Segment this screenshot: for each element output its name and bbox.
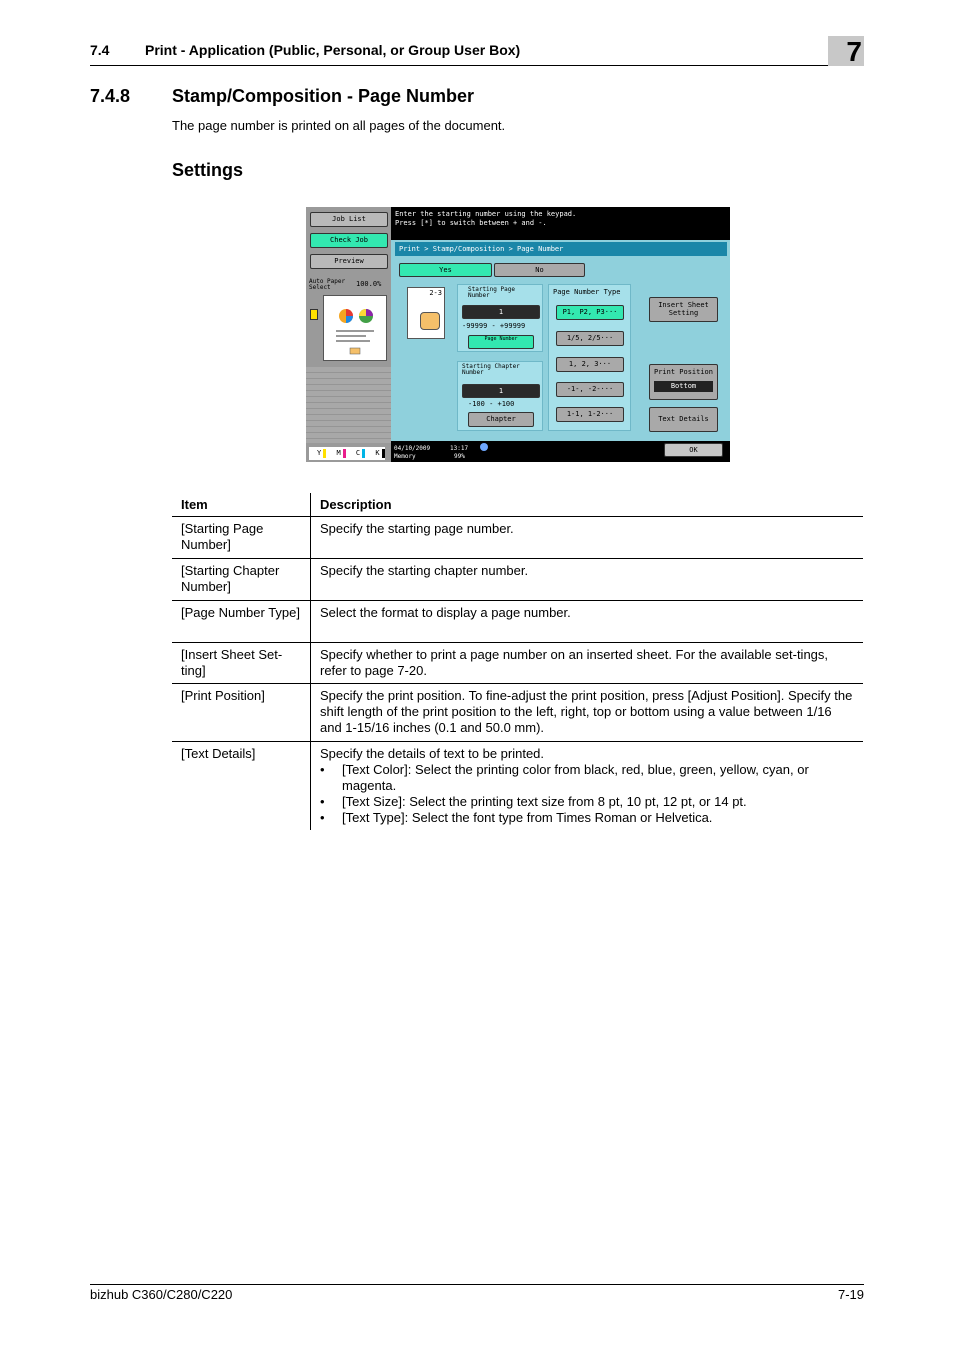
status-memory-label: Memory bbox=[394, 453, 416, 460]
toner-indicator bbox=[309, 447, 385, 460]
column-header-item: Item bbox=[172, 493, 311, 517]
settings-table bbox=[172, 493, 863, 830]
toner-m: M bbox=[336, 449, 341, 457]
list-item: • [Text Color]: Select the printing color from black, red, blue, green, yellow, cyan, or magenta. bbox=[342, 762, 854, 794]
list-item: • [Text Type]: Select the font type from Times Roman or Helvetica. bbox=[342, 810, 854, 826]
job-list-button[interactable]: Job List bbox=[310, 212, 388, 227]
type-option-3[interactable]: 1, 2, 3··· bbox=[556, 357, 624, 372]
item-cell: [Starting Chapter Number] bbox=[172, 559, 311, 601]
footer-page-number: 7-19 bbox=[837, 1287, 864, 1302]
type-option-2[interactable]: 1/5, 2/5··· bbox=[556, 331, 624, 346]
page-sample-label: 2-3 bbox=[429, 289, 442, 297]
print-position-button[interactable] bbox=[649, 364, 718, 400]
starting-page-panel bbox=[457, 284, 543, 352]
table-row bbox=[172, 643, 863, 684]
description-cell: Specify whether to print a page number on an inserted sheet. For the available set-tings, refer to page 7-20. bbox=[311, 643, 864, 684]
no-button[interactable]: No bbox=[494, 263, 585, 277]
list-item: • [Text Size]: Select the printing text size from 8 pt, 10 pt, 12 pt, or 14 pt. bbox=[342, 794, 854, 810]
header-section-number: 7.4 bbox=[90, 42, 110, 58]
description-cell: Select the format to display a page number. bbox=[311, 601, 864, 643]
message-line-1: Enter the starting number using the keypad. bbox=[395, 210, 577, 218]
toner-y: Y bbox=[317, 449, 322, 457]
network-icon bbox=[480, 443, 488, 451]
description-cell bbox=[311, 742, 864, 831]
starting-chapter-input[interactable]: 1 bbox=[462, 384, 540, 398]
breadcrumb: Print > Stamp/Composition > Page Number bbox=[395, 242, 727, 256]
status-memory-percent: 99% bbox=[454, 453, 465, 460]
yes-button[interactable]: Yes bbox=[399, 263, 492, 277]
preview-button[interactable]: Preview bbox=[310, 254, 388, 269]
toner-k: K bbox=[375, 449, 380, 457]
header-title: Print - Application (Public, Personal, or Group User Box) bbox=[145, 42, 521, 58]
print-position-value: Bottom bbox=[654, 381, 713, 392]
text-details-button[interactable]: Text Details bbox=[649, 407, 718, 432]
ok-button[interactable]: OK bbox=[664, 443, 723, 457]
type-option-1[interactable]: P1, P2, P3··· bbox=[556, 305, 624, 320]
message-area bbox=[391, 207, 730, 240]
starting-page-label: Starting Page Number bbox=[468, 286, 515, 299]
left-sidebar bbox=[306, 207, 391, 462]
page-preview-thumbnail bbox=[323, 295, 387, 361]
table-row bbox=[172, 742, 863, 831]
message-line-2: Press [*] to switch between + and -. bbox=[395, 219, 547, 227]
chapter-button[interactable]: Chapter bbox=[468, 412, 534, 427]
table-row bbox=[172, 684, 863, 742]
table-row bbox=[172, 559, 863, 601]
sidebar-list-area bbox=[306, 367, 391, 443]
toner-c: C bbox=[355, 449, 361, 457]
control-panel-screenshot bbox=[306, 207, 730, 462]
section-number: 7.4.8 bbox=[90, 86, 131, 106]
tray-icon bbox=[310, 309, 318, 320]
description-cell: Specify the print position. To fine-adjust the print position, press [Adjust Position]. Specify the shift length of the print position to the left, right, top or bottom using a value between 1/16 and 1-15/16 inches (0.1 and 50.0 mm). bbox=[311, 684, 864, 742]
description-cell: Specify the starting chapter number. bbox=[311, 559, 864, 601]
item-cell: [Insert Sheet Set-ting] bbox=[172, 643, 311, 684]
column-header-description: Description bbox=[311, 493, 864, 517]
page-number-type-panel bbox=[548, 284, 631, 431]
description-text: Specify the details of text to be printed. bbox=[320, 746, 545, 761]
chapter-range: -100 - +100 bbox=[468, 400, 515, 408]
page-range: -99999 - +99999 bbox=[462, 322, 526, 330]
footer-rule bbox=[90, 1284, 864, 1285]
document-preview-icon bbox=[324, 296, 386, 360]
description-cell: Specify the starting page number. bbox=[311, 517, 864, 559]
item-cell: [Page Number Type] bbox=[172, 601, 311, 643]
settings-heading: Settings bbox=[172, 160, 244, 180]
chapter-badge: 7 bbox=[828, 36, 864, 66]
starting-chapter-label: Starting Chapter Number bbox=[462, 363, 520, 376]
table-row bbox=[172, 517, 863, 559]
print-position-label: Print Position bbox=[653, 368, 713, 376]
intro-text: The page number is printed on all pages of the document. bbox=[172, 118, 506, 133]
type-option-4[interactable]: -1-, -2-··· bbox=[556, 382, 624, 397]
type-option-5[interactable]: 1-1, 1-2··· bbox=[556, 407, 624, 422]
page-number-type-label: Page Number Type bbox=[553, 288, 621, 296]
table-row bbox=[172, 601, 863, 643]
page-number-button[interactable]: Page Number bbox=[468, 335, 534, 349]
status-bar bbox=[391, 441, 730, 462]
section-title: Stamp/Composition - Page Number bbox=[172, 86, 475, 106]
status-time: 13:17 bbox=[450, 445, 469, 452]
footer-model: bizhub C360/C280/C220 bbox=[90, 1287, 233, 1302]
starting-page-input[interactable]: 1 bbox=[462, 305, 540, 319]
auto-paper-label: Auto Paper Select bbox=[309, 278, 346, 291]
status-date: 04/10/2009 bbox=[394, 445, 431, 452]
zoom-percent: 100.0% bbox=[356, 280, 382, 288]
item-cell: [Text Details] bbox=[172, 742, 311, 831]
item-cell: [Starting Page Number] bbox=[172, 517, 311, 559]
insert-sheet-setting-button[interactable]: Insert Sheet Setting bbox=[649, 297, 718, 322]
item-cell: [Print Position] bbox=[172, 684, 311, 742]
hand-icon bbox=[420, 312, 440, 330]
page-number-sample bbox=[407, 287, 445, 339]
header-rule bbox=[90, 65, 864, 66]
starting-chapter-panel bbox=[457, 361, 543, 431]
check-job-button[interactable]: Check Job bbox=[310, 233, 388, 248]
text-details-list bbox=[320, 762, 854, 826]
